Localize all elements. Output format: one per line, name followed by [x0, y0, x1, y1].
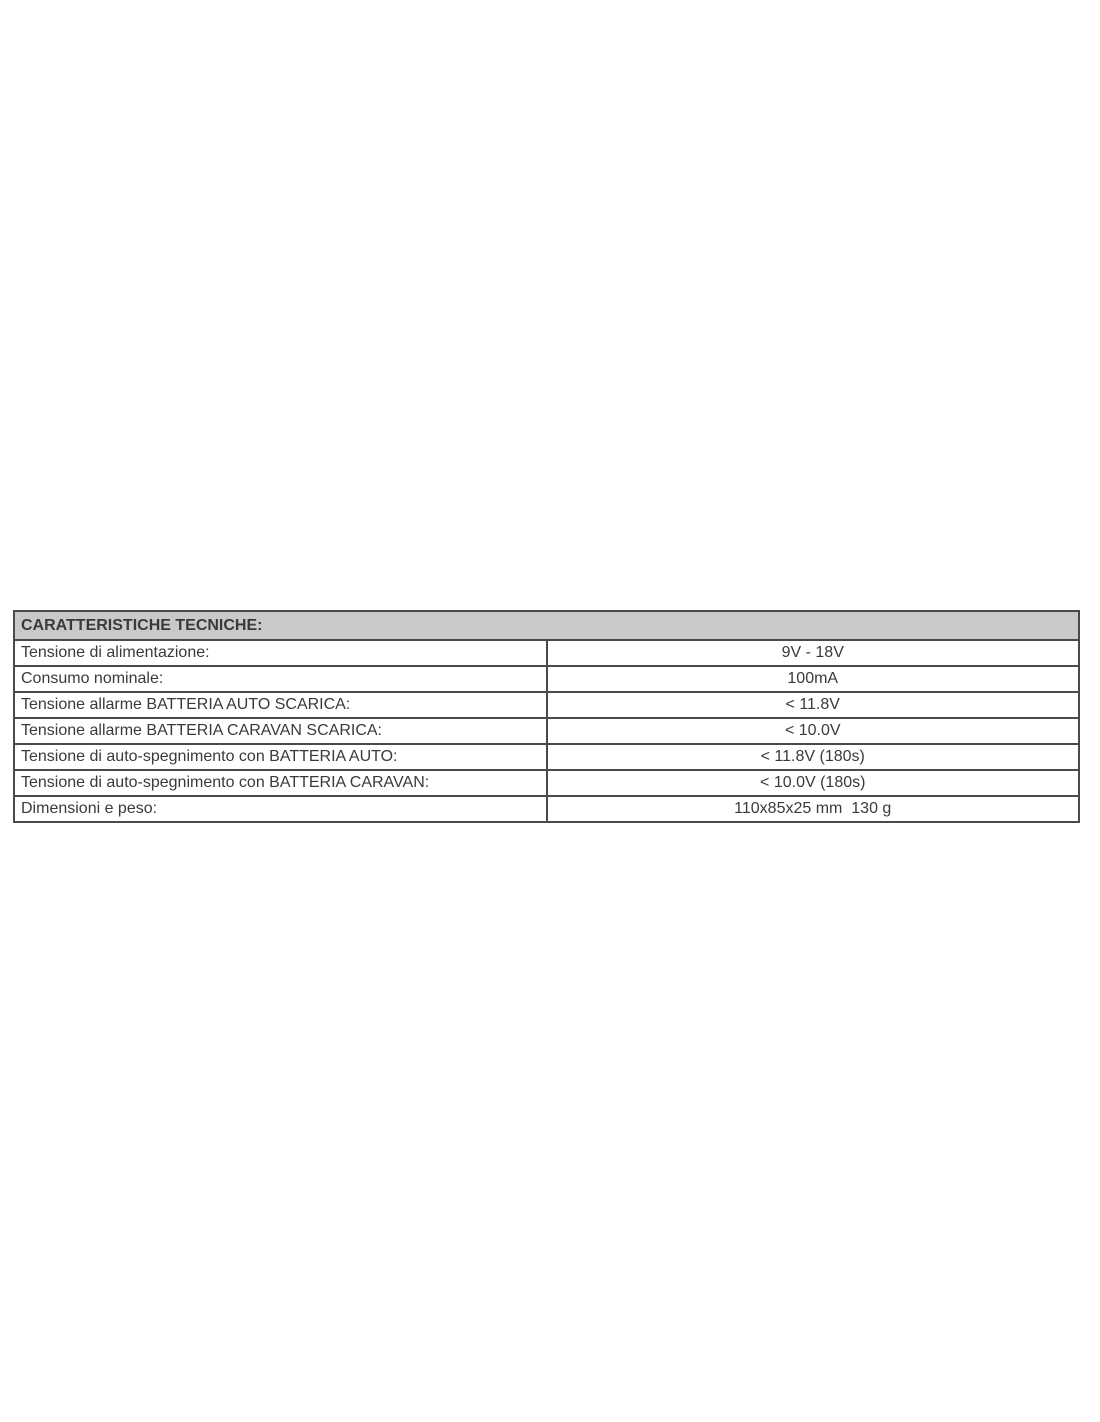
spec-value: 9V - 18V — [547, 640, 1080, 666]
table-row — [14, 744, 1079, 770]
table-row — [14, 718, 1079, 744]
table-header-row — [14, 611, 1079, 640]
table-title: CARATTERISTICHE TECNICHE: — [14, 611, 1079, 640]
spec-value: < 10.0V (180s) — [547, 770, 1080, 796]
spec-value: 110x85x25 mm 130 g — [547, 796, 1080, 822]
spec-table — [13, 610, 1080, 823]
spec-label: Tensione di auto-spegnimento con BATTERIA CARAVAN: — [14, 770, 547, 796]
technical-specifications-table — [13, 610, 1080, 823]
spec-label: Tensione allarme BATTERIA CARAVAN SCARICA: — [14, 718, 547, 744]
table-row — [14, 770, 1079, 796]
spec-label: Consumo nominale: — [14, 666, 547, 692]
spec-value: < 10.0V — [547, 718, 1080, 744]
spec-value: 100mA — [547, 666, 1080, 692]
table-row — [14, 796, 1079, 822]
spec-label: Tensione allarme BATTERIA AUTO SCARICA: — [14, 692, 547, 718]
table-row — [14, 692, 1079, 718]
table-row — [14, 666, 1079, 692]
table-row — [14, 640, 1079, 666]
spec-label: Tensione di auto-spegnimento con BATTERIA AUTO: — [14, 744, 547, 770]
spec-value: < 11.8V (180s) — [547, 744, 1080, 770]
spec-value: < 11.8V — [547, 692, 1080, 718]
spec-label: Dimensioni e peso: — [14, 796, 547, 822]
spec-label: Tensione di alimentazione: — [14, 640, 547, 666]
